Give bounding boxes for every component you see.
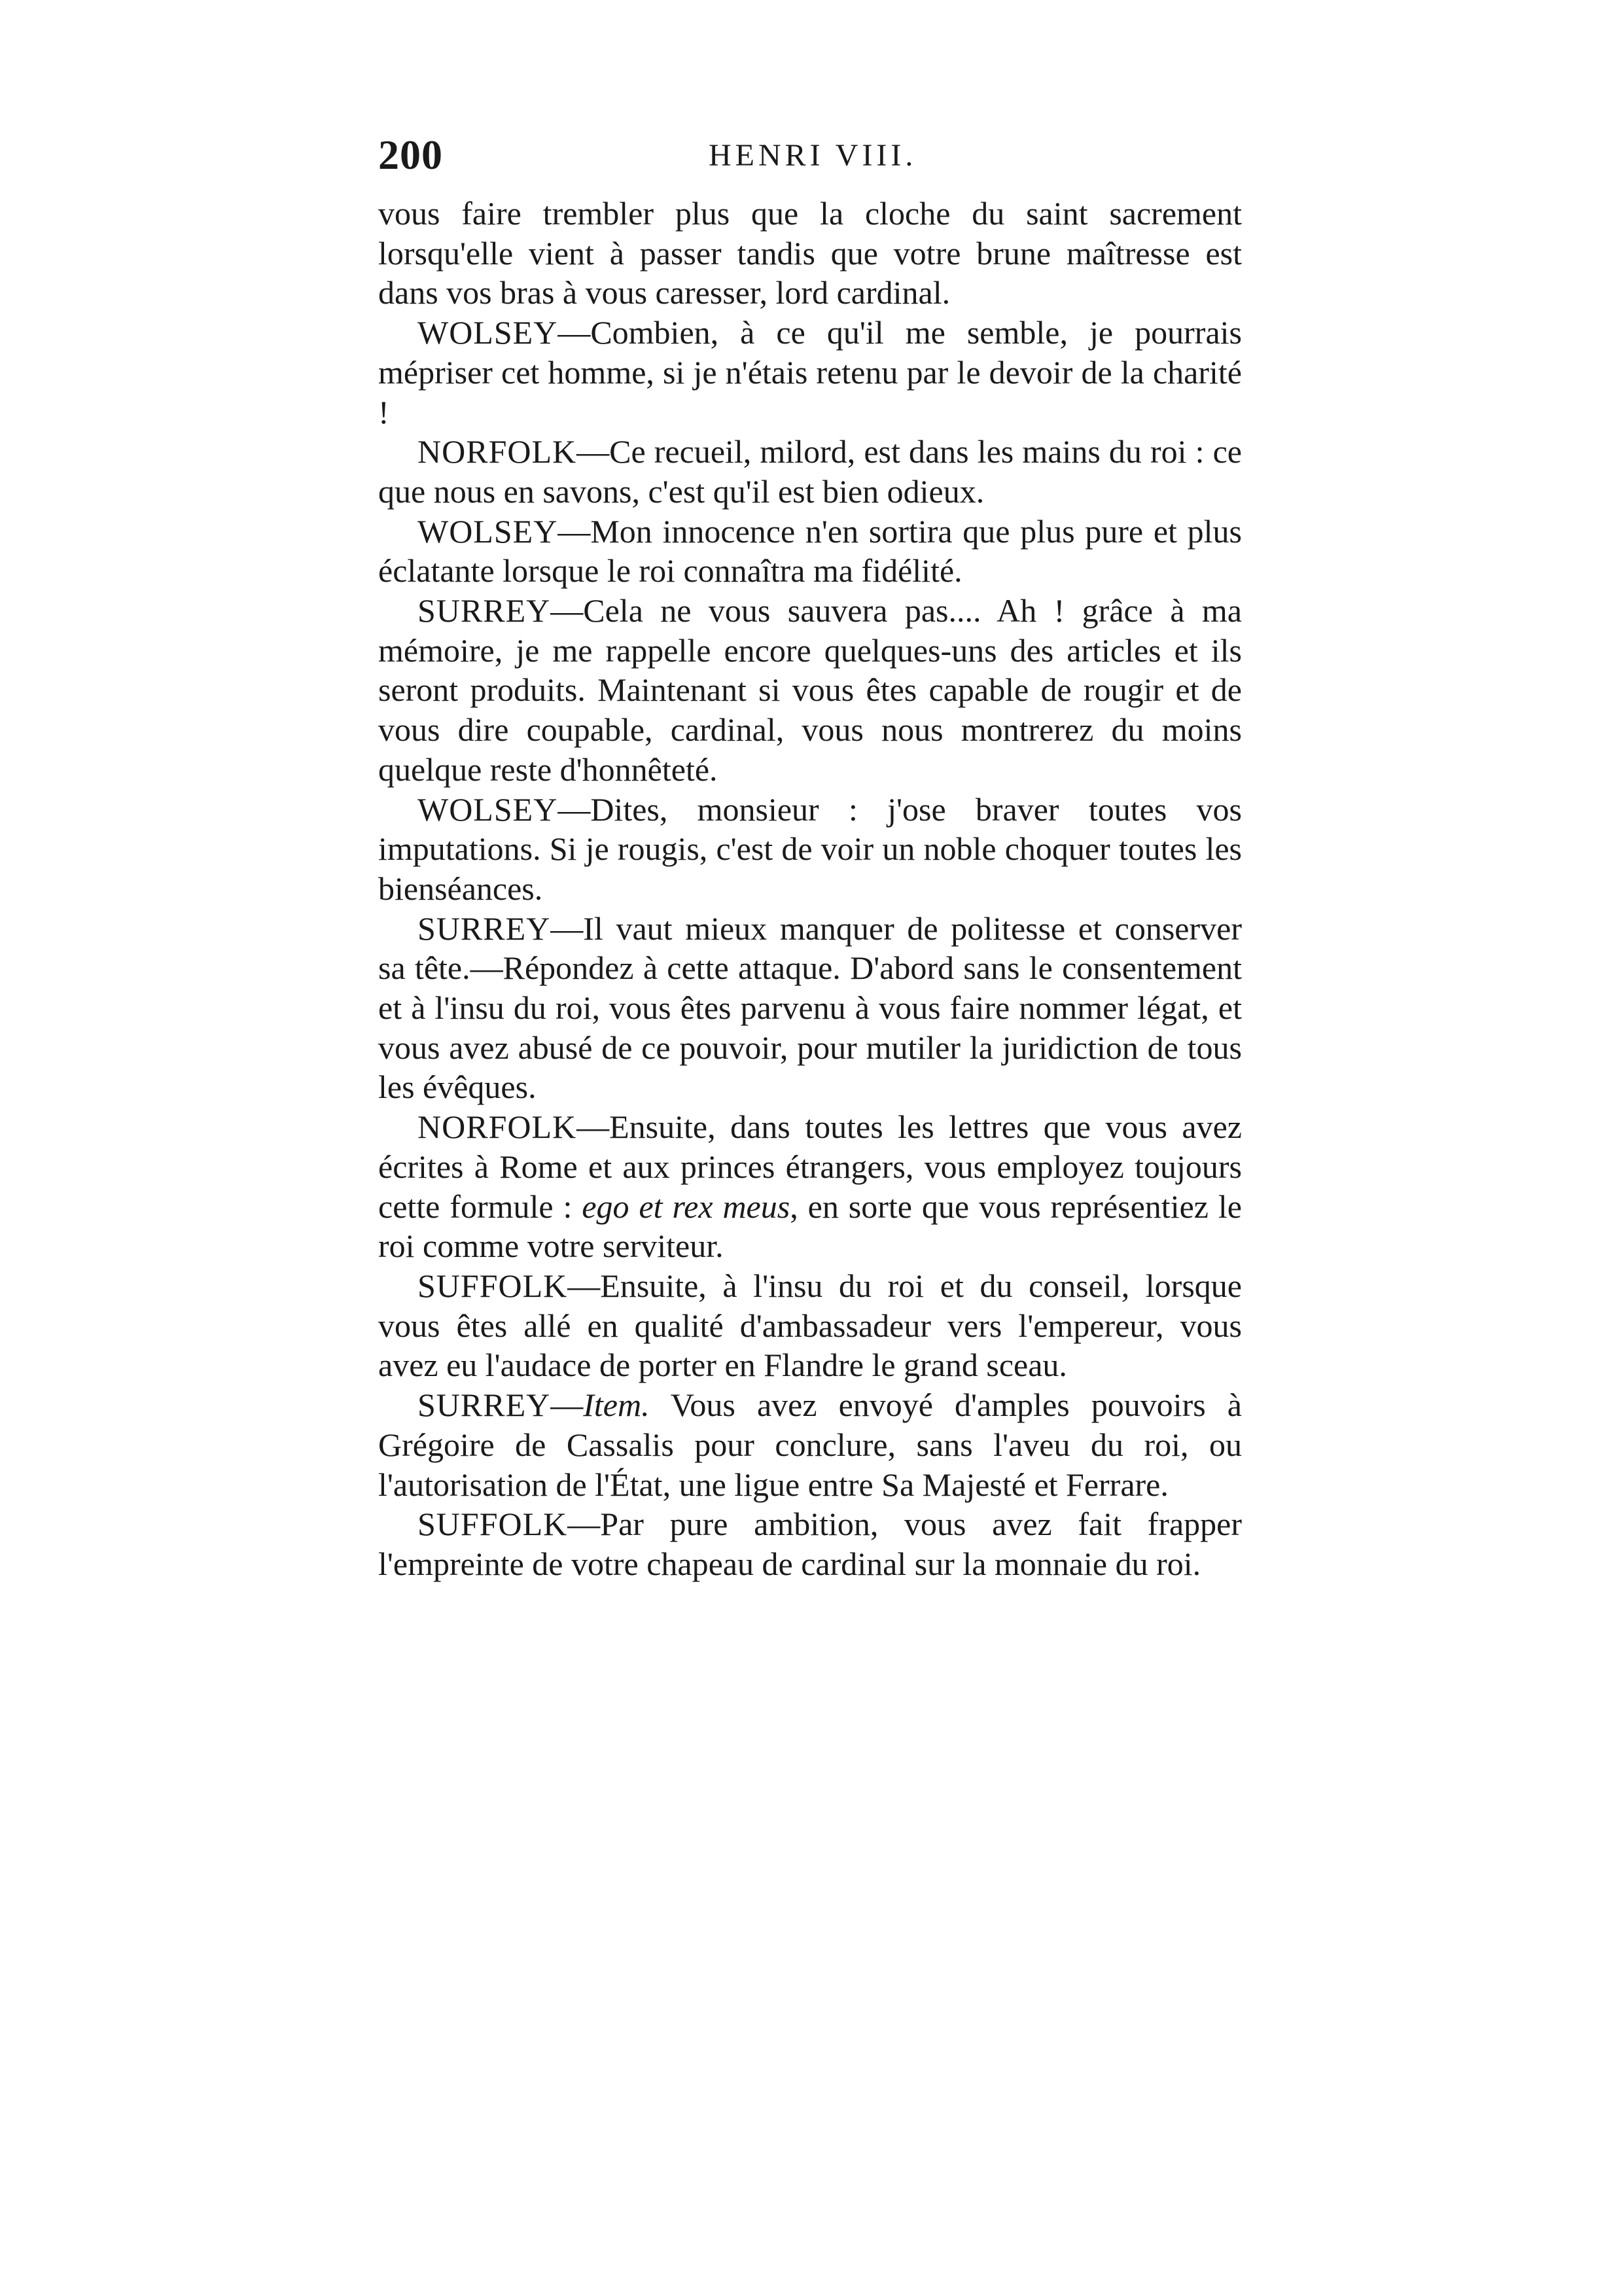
speech-text: —Mon innocence n'en sortira que plus pure et plus éclatante lorsque le roi connaîtra ma fidélité.: [378, 512, 1242, 590]
speaker-label: SUFFOLK: [417, 1506, 568, 1543]
body-text: [378, 194, 1242, 1584]
speech-text-continued: , en sorte que vous représentiez le roi comme votre serviteur.: [378, 1188, 1242, 1265]
speaker-label: SURREY: [417, 910, 551, 947]
speaker-label: NORFOLK: [417, 1108, 577, 1146]
speech-text: —Par pure ambition, vous avez fait frapper l'empreinte de votre chapeau de cardinal sur la monnaie du roi.: [378, 1506, 1242, 1582]
speech-norfolk-2: [378, 1107, 1242, 1266]
speaker-label: WOLSEY: [417, 790, 558, 828]
speaker-label: SURREY: [417, 1386, 551, 1424]
speech-text: —Il vaut mieux manquer de politesse et conserver sa tête.—Répondez à cette attaque. D'abord sans le consentement et à l'insu du roi, vous êtes parvenu à vous faire nommer légat, et vous avez abusé de ce pouvoir, pour mutiler la juridiction de tous les évêques.: [378, 910, 1242, 1106]
speech-surrey-1: [378, 591, 1242, 790]
speech-surrey-3: [378, 1385, 1242, 1504]
speech-text: —Dites, monsieur : j'ose braver toutes vos imputations. Si je rougis, c'est de voir un noble choquer toutes les bienséances.: [378, 790, 1242, 907]
speaker-label: NORFOLK: [417, 433, 577, 470]
speech-text: —Ensuite, dans toutes les lettres que vous avez écrites à Rome et aux princes étrangers, vous employez toujours cette formule :: [378, 1108, 1242, 1225]
speech-text-continued: Vous avez envoyé d'amples pouvoirs à Grégoire de Cassalis pour conclure, sans l'aveu du roi, ou l'autorisation de l'État, une ligue entre Sa Majesté et Ferrare.: [378, 1386, 1242, 1503]
page-header: [378, 131, 1242, 183]
latin-phrase: ego et rex meus: [582, 1188, 790, 1225]
speech-text: —Combien, à ce qu'il me semble, je pourrais mépriser cet homme, si je n'étais retenu par le devoir de la charité !: [378, 314, 1242, 431]
speech-surrey-2: [378, 909, 1242, 1108]
page-number: 200: [378, 132, 443, 178]
speech-norfolk-1: [378, 432, 1242, 511]
speaker-label: WOLSEY: [417, 314, 558, 351]
speech-suffolk-1: [378, 1266, 1242, 1385]
speech-dash: —: [550, 1386, 584, 1424]
item-word: Item.: [583, 1386, 650, 1424]
speaker-label: SURREY: [417, 592, 551, 629]
speaker-label: WOLSEY: [417, 512, 558, 550]
speaker-label: SUFFOLK: [417, 1267, 568, 1304]
running-title: HENRI VIII.: [709, 138, 917, 173]
speech-suffolk-2: [378, 1504, 1242, 1583]
speech-wolsey-3: [378, 790, 1242, 909]
paragraph-continuation: [378, 194, 1242, 313]
speech-text: —Ce recueil, milord, est dans les mains du roi : ce que nous en savons, c'est qu'il est bien odieux.: [378, 433, 1242, 510]
paragraph-text: vous faire trembler plus que la cloche du saint sacrement lorsqu'elle vient à passer tandis que votre brune maîtresse est dans vos bras à vous caresser, lord cardinal.: [378, 195, 1242, 311]
speech-text: —Cela ne vous sauvera pas.... Ah ! grâce à ma mémoire, je me rappelle encore quelques-uns des articles et ils seront produits. Maintenant si vous êtes capable de rougir et de vous dire coupable, cardinal, vous nous montrerez du moins quelque reste d'honnêteté.: [378, 592, 1242, 788]
speech-text: —Ensuite, à l'insu du roi et du conseil, lorsque vous êtes allé en qualité d'ambassadeur vers l'empereur, vous avez eu l'audace de porter en Flandre le grand sceau.: [378, 1267, 1242, 1384]
speech-wolsey-1: [378, 313, 1242, 432]
speech-wolsey-2: [378, 512, 1242, 591]
